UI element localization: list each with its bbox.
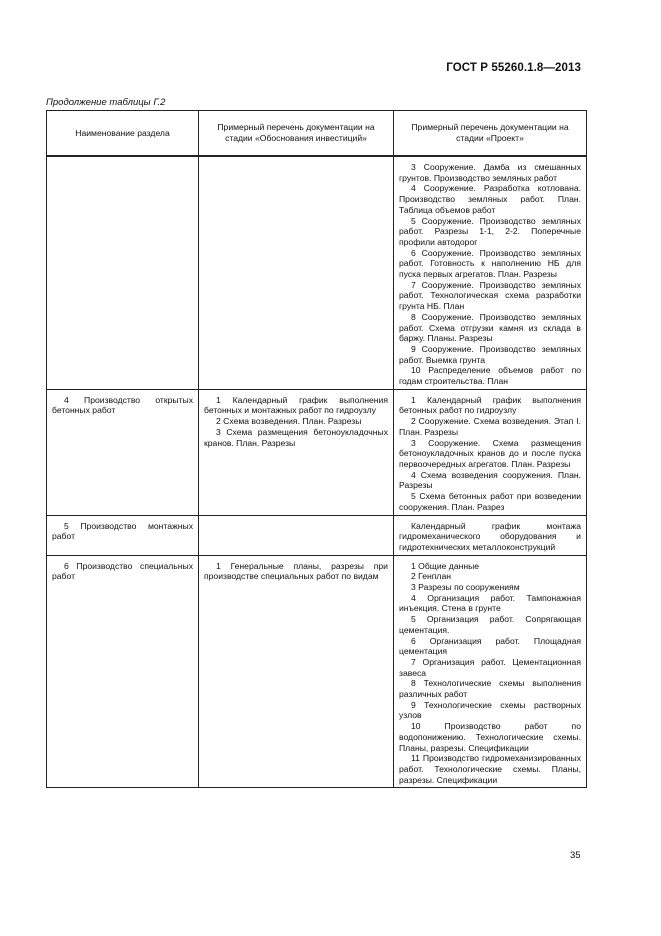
- document-item: 1 Календарный график выполнения бетонных работ по гидроузлу: [399, 394, 581, 416]
- document-item: 1 Общие данные: [411, 560, 480, 571]
- table-row: [47, 515, 587, 555]
- document-item: 6 Сооружение. Производство земляных работ. Готовность к наполнению НБ для пуска первых агрегатов. План. Разрезы: [399, 247, 581, 280]
- documentation-table: [46, 110, 587, 788]
- header-project-stage: Примерный перечень документации на стадии «Проект»: [394, 111, 587, 157]
- table-caption: Продолжение таблицы Г.2: [46, 97, 166, 108]
- standard-number: ГОСТ Р 55260.1.8—2013: [446, 62, 581, 74]
- document-item: 10 Производство работ по водопонижению. Технологические схемы. Планы, разрезы. Спецификации: [399, 721, 581, 753]
- document-item: 3 Схема размещения бетоноукладочных кранов. План. Разрезы: [204, 426, 388, 448]
- header-investment-stage: Примерный перечень документации на стадии «Обоснования инвестиций»: [199, 111, 394, 157]
- document-item: 1 Календарный график выполнения бетонных и монтажных работ по гидроузлу: [204, 394, 388, 416]
- investment-stage-cell: [199, 515, 394, 555]
- document-item: 2 Сооружение. Схема возведения. Этап I. План. Разрезы: [399, 416, 581, 437]
- document-item: 8 Сооружение. Производство земляных работ. Схема отгрузки камня из склада в баржу. Планы. Разрезы: [399, 311, 581, 344]
- document-item: 2 Генплан: [411, 571, 451, 582]
- project-stage-cell: [394, 156, 587, 389]
- document-item: 11 Производство гидромеханизированных работ. Технологические схемы. Планы, разрезы. Спецификации: [399, 753, 581, 785]
- document-item: 4 Организация работ. Тампонажная инъекция. Стена в грунте: [399, 592, 581, 614]
- document-item: 3 Сооружение. Дамба из смешанных грунтов. Производство земляных работ: [399, 162, 581, 183]
- document-item: 5 Сооружение. Производство земляных работ. Разрезы 1-1, 2-2. Поперечные профили автодорог: [399, 215, 581, 247]
- document-item: 7 Сооружение. Производство земляных работ. Технологическая схема разработки грунта НБ. План: [399, 279, 581, 312]
- section-name-cell: [47, 156, 199, 389]
- document-item: 7 Организация работ. Цементационная завеса: [399, 656, 581, 678]
- table-header-row: [47, 111, 587, 157]
- section-name-cell: [47, 389, 199, 515]
- project-stage-cell: [394, 555, 587, 788]
- header-section-name: Наименование раздела: [47, 111, 199, 157]
- section-title: 4 Производство открытых бетонных работ: [52, 394, 193, 416]
- document-item: 9 Сооружение. Производство земляных работ. Выемка грунта: [399, 343, 581, 365]
- document-item: 3 Сооружение. Схема размещения бетоноукладочных кранов до и после пуска первоочередных агрегатов. План. Разрезы: [399, 437, 581, 469]
- document-item: 4 Сооружение. Разработка котлована. Производство земляных работ. План. Таблица объемов работ: [399, 183, 581, 215]
- table-row: [47, 389, 587, 515]
- page-number: 35: [570, 850, 581, 861]
- table-row: [47, 555, 587, 788]
- document-item: 4 Схема возведения сооружения. План. Разрезы: [399, 469, 581, 491]
- document-item: 5 Организация работ. Сопрягающая цементация.: [399, 614, 581, 635]
- investment-stage-cell: [199, 156, 394, 389]
- document-item: 8 Технологические схемы выполнения различных работ: [399, 678, 581, 700]
- section-title: 6 Производство специальных работ: [52, 560, 193, 582]
- project-stage-cell: [394, 515, 587, 555]
- section-name-cell: [47, 515, 199, 555]
- document-item: 2 Схема возведения. План. Разрезы: [216, 416, 362, 427]
- document-item: 3 Разрезы по сооружениям: [411, 582, 520, 593]
- section-title: 5 Производство монтажных работ: [52, 520, 193, 542]
- document-item: 5 Схема бетонных работ при возведении сооружения. План. Разрез: [399, 491, 581, 512]
- document-item: 1 Генеральные планы, разрезы при производстве специальных работ по видам: [204, 560, 388, 582]
- document-item: 9 Технологические схемы растворных узлов: [399, 699, 581, 721]
- document-item: Календарный график монтажа гидромеханического оборудования и гидротехнических металлоконструкций: [399, 520, 581, 552]
- investment-stage-cell: [199, 389, 394, 515]
- investment-stage-cell: [199, 555, 394, 788]
- project-stage-cell: [394, 389, 587, 515]
- document-item: 6 Организация работ. Площадная цементация: [399, 635, 581, 657]
- table-row: [47, 156, 587, 389]
- section-name-cell: [47, 555, 199, 788]
- document-item: 10 Распределение объемов работ по годам строительства. План: [399, 365, 581, 387]
